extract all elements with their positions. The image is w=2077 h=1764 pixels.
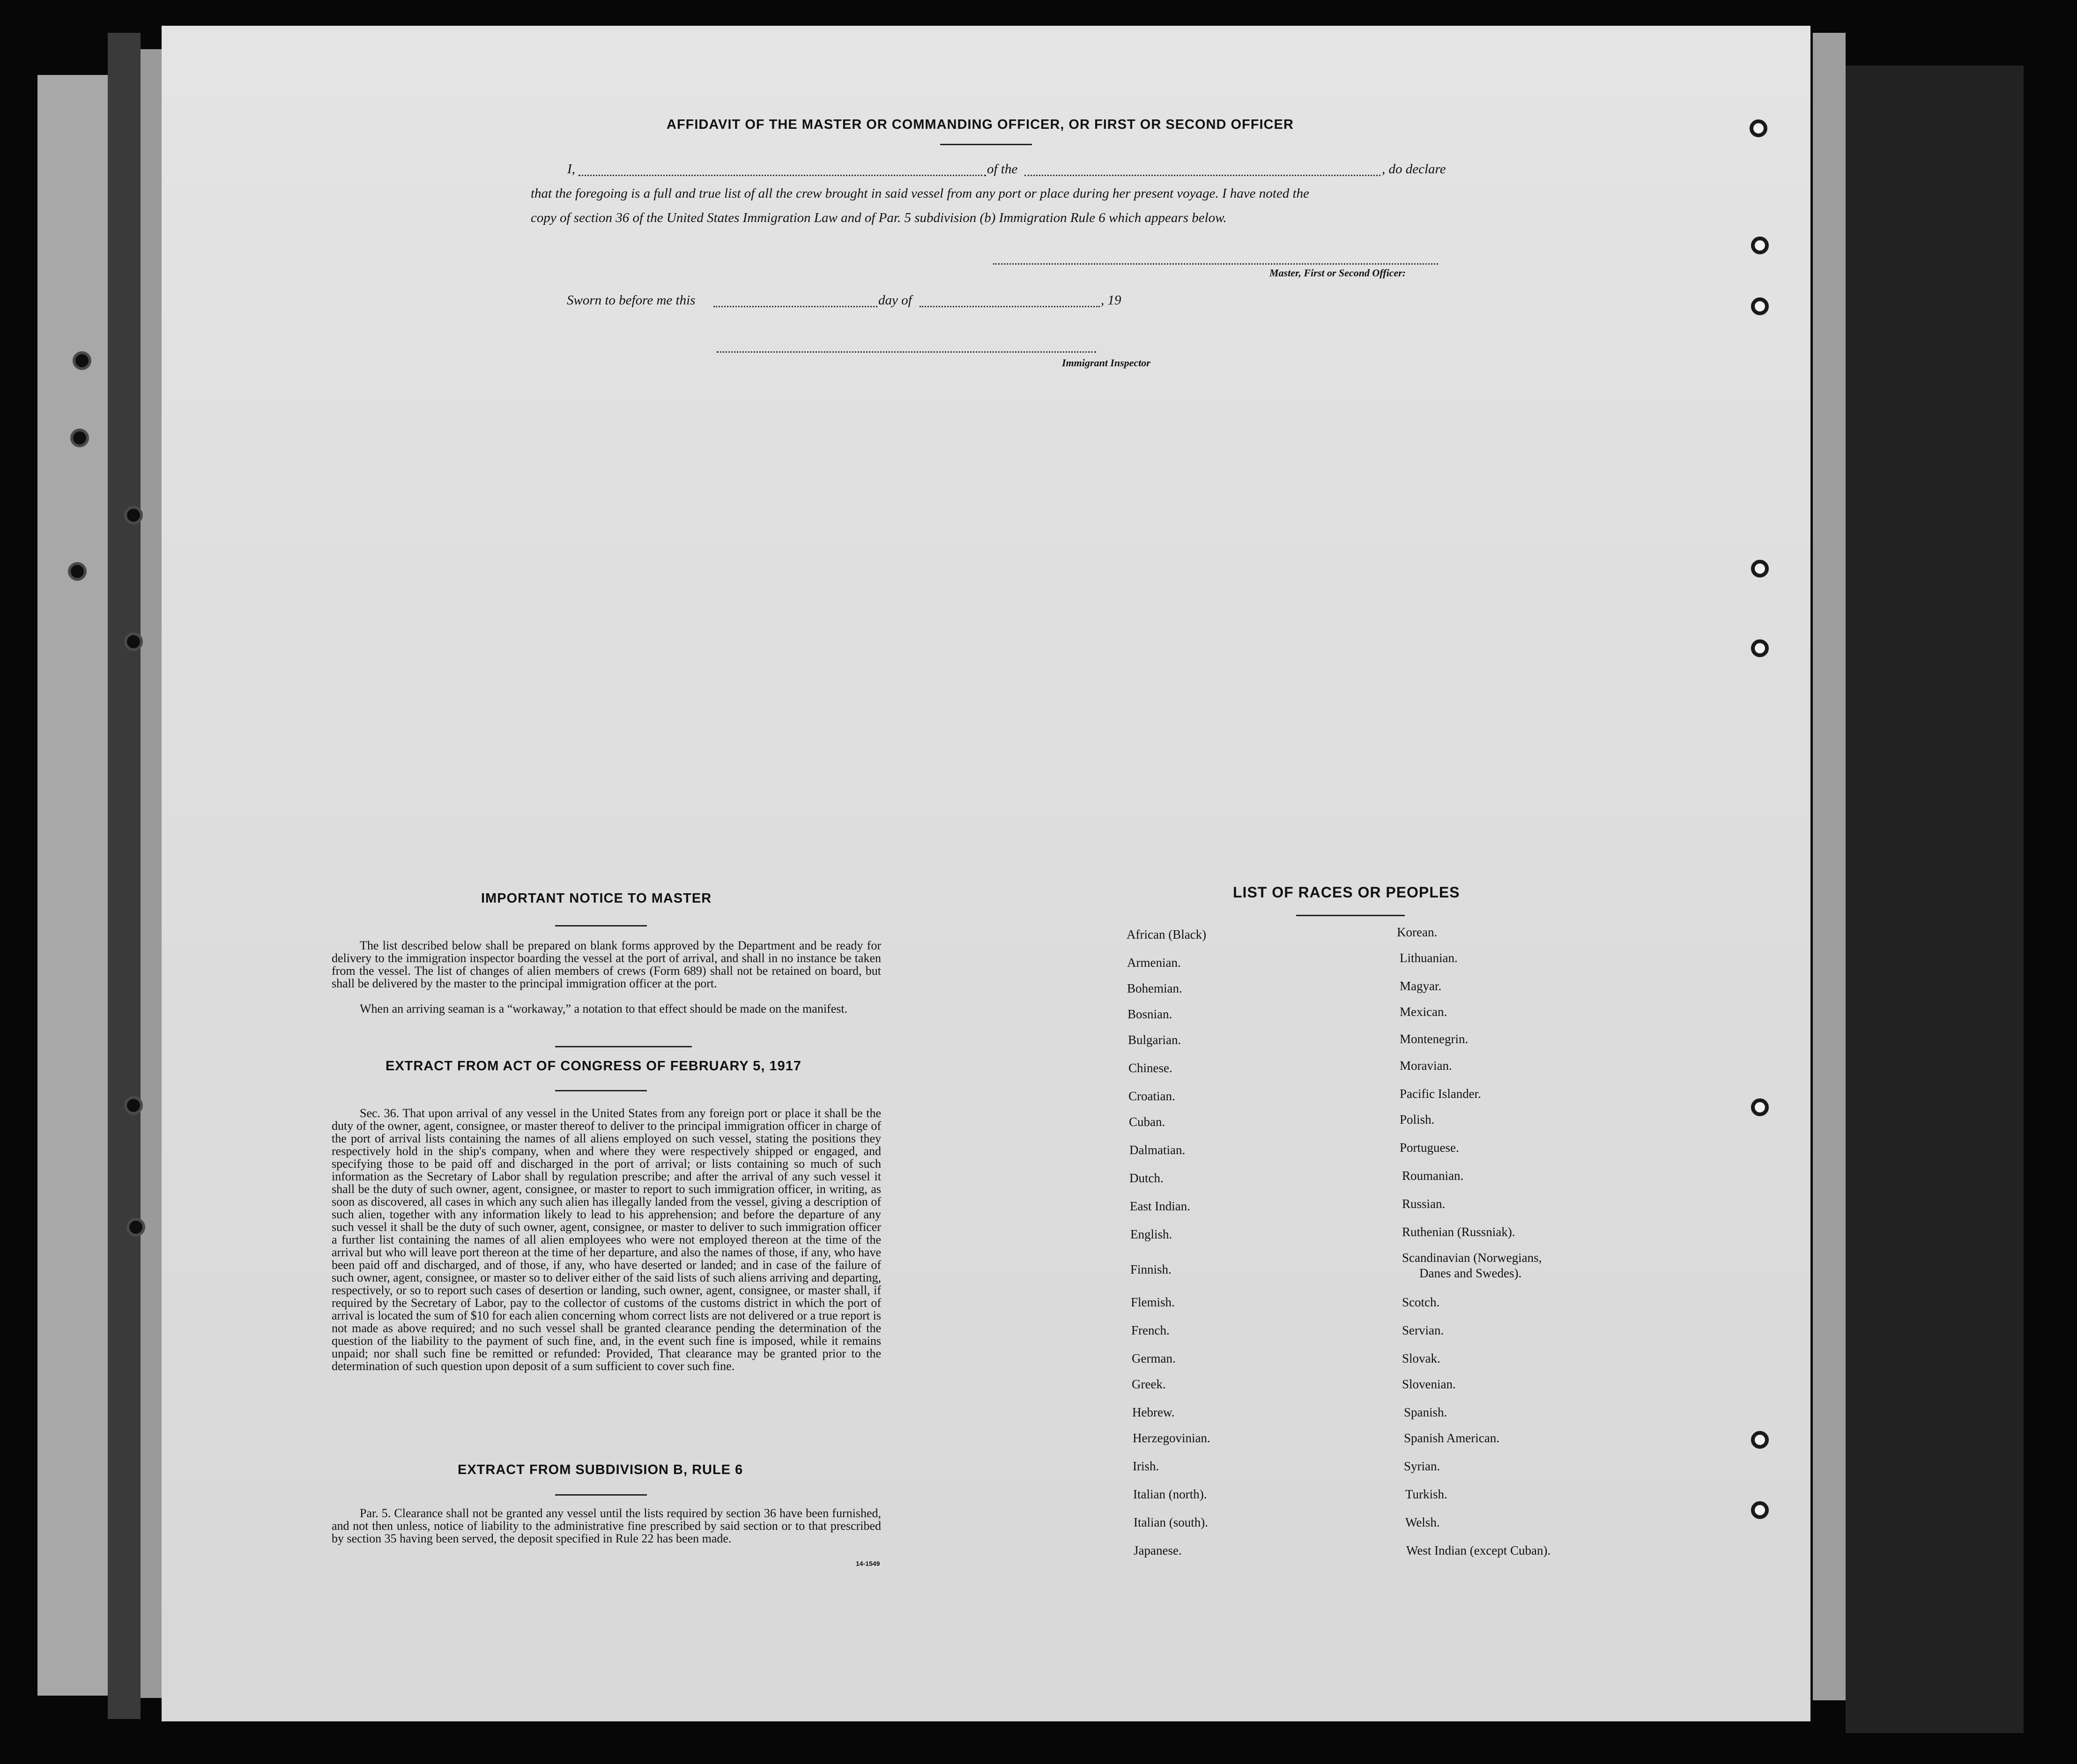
affidavit-line-2: that the foregoing is a full and true list of all the crew brought in said vessel from any port or place during her present voyage. I have noted the: [531, 186, 1309, 201]
sworn-label: Sworn to before me this: [567, 293, 696, 308]
race-entry: West Indian (except Cuban).: [1406, 1543, 1551, 1557]
declarant-label: I,: [567, 162, 575, 177]
punch-hole: [1751, 297, 1769, 315]
race-entry: English.: [1130, 1227, 1172, 1241]
notice-paragraph-2: When an arriving seaman is a “workaway,” a notation to that effect should be made on the manifest.: [360, 1002, 848, 1015]
race-entry: Greek.: [1132, 1377, 1166, 1391]
race-entry: Montenegrin.: [1400, 1032, 1469, 1046]
race-entry: Danes and Swedes).: [1419, 1266, 1522, 1280]
race-entry: Armenian.: [1127, 956, 1181, 970]
punch-hole: [1751, 1501, 1769, 1519]
crew-list-form-page: [162, 26, 1810, 1721]
race-entry: African (Black): [1127, 927, 1207, 941]
race-entry: Korean.: [1397, 925, 1438, 939]
race-entry: Spanish.: [1404, 1405, 1447, 1419]
race-entry: Dutch.: [1129, 1171, 1164, 1185]
race-entry: Cuban.: [1129, 1115, 1165, 1129]
master-signature-label: Master, First or Second Officer:: [1269, 267, 1406, 279]
race-entry: Italian (south).: [1134, 1515, 1208, 1529]
race-entry: Croatian.: [1128, 1089, 1175, 1103]
race-entry: Welsh.: [1405, 1515, 1440, 1529]
punch-hole: [1751, 639, 1769, 657]
race-entry: Irish.: [1133, 1459, 1159, 1473]
punch-hole: [1751, 560, 1769, 578]
punch-hole: [73, 351, 91, 370]
race-entry: Lithuanian.: [1400, 951, 1458, 965]
race-entry: German.: [1132, 1351, 1176, 1365]
race-entry: Japanese.: [1134, 1543, 1182, 1557]
punch-hole: [1751, 1431, 1769, 1449]
punch-hole: [68, 562, 87, 581]
sworn-day-field[interactable]: [713, 306, 877, 307]
race-entry: Russian.: [1402, 1197, 1446, 1211]
race-entry: Hebrew.: [1132, 1405, 1175, 1419]
rule-extract-rule: [555, 1494, 647, 1496]
race-entry: Bulgarian.: [1128, 1033, 1181, 1047]
race-entry: Spanish American.: [1404, 1431, 1499, 1445]
left-binding-edge: [108, 33, 141, 1719]
race-entry: Servian.: [1402, 1323, 1444, 1337]
race-entry: Italian (north).: [1133, 1487, 1207, 1501]
race-entry: Herzegovinian.: [1133, 1431, 1210, 1445]
race-entry: Ruthenian (Russniak).: [1402, 1225, 1515, 1239]
vessel-name-field[interactable]: [1024, 175, 1380, 176]
notice-title: IMPORTANT NOTICE TO MASTER: [481, 891, 712, 906]
punch-hole: [1751, 237, 1769, 254]
notice-rule: [555, 925, 647, 926]
master-signature-field[interactable]: [993, 263, 1438, 265]
year-label: , 19: [1101, 293, 1121, 308]
underlying-page-right: [1813, 33, 1846, 1700]
punch-hole: [124, 506, 143, 525]
inspector-signature-field[interactable]: [717, 351, 1096, 353]
race-entry: Moravian.: [1400, 1059, 1452, 1073]
underlying-page-left: [37, 75, 108, 1696]
race-entry: Finnish.: [1130, 1262, 1172, 1276]
rule-6-text: Par. 5. Clearance shall not be granted any vessel until the lists required by section 36 have been furnished, and not then unless, notice of liability to the administrative fine prescribed by said section or to that prescribed by section 35 having been served, the deposit specified in Rule 22 has been made.: [332, 1506, 881, 1545]
declare-label: , do declare: [1382, 162, 1446, 177]
punch-hole: [1751, 1098, 1769, 1116]
notice-end-rule: [555, 1046, 692, 1047]
punch-hole: [124, 1096, 143, 1115]
race-entry: Syrian.: [1404, 1459, 1440, 1473]
vessel-label: of the: [987, 162, 1018, 177]
races-title: LIST OF RACES OR PEOPLES: [1233, 884, 1460, 901]
races-rule: [1296, 915, 1405, 916]
race-entry: Roumanian.: [1402, 1169, 1464, 1183]
race-entry: Slovenian.: [1402, 1377, 1456, 1391]
race-entry: Turkish.: [1405, 1487, 1447, 1501]
rule-extract-title: EXTRACT FROM SUBDIVISION B, RULE 6: [458, 1462, 743, 1477]
race-entry: Polish.: [1400, 1112, 1435, 1127]
sworn-month-field[interactable]: [920, 306, 1100, 307]
act-extract-title: EXTRACT FROM ACT OF CONGRESS OF FEBRUARY 5, 1917: [386, 1059, 802, 1074]
race-entry: Portuguese.: [1400, 1141, 1459, 1155]
race-entry: Flemish.: [1131, 1295, 1175, 1309]
punch-hole: [1750, 119, 1767, 137]
form-number: 14-1549: [856, 1560, 880, 1567]
race-entry: Mexican.: [1400, 1005, 1447, 1019]
declarant-name-field[interactable]: [579, 175, 986, 176]
affidavit-line-3: copy of section 36 of the United States Immigration Law and of Par. 5 subdivision (b) Immigration Rule 6 which appears below.: [531, 210, 1227, 225]
race-entry: Scandinavian (Norwegians,: [1402, 1251, 1542, 1265]
affidavit-title: AFFIDAVIT OF THE MASTER OR COMMANDING OFFICER, OR FIRST OR SECOND OFFICER: [667, 117, 1294, 132]
act-extract-rule: [555, 1090, 647, 1091]
race-entry: Slovak.: [1402, 1351, 1440, 1365]
punch-hole: [126, 1218, 145, 1237]
race-entry: Bohemian.: [1127, 981, 1182, 995]
race-entry: Bosnian.: [1128, 1007, 1172, 1021]
punch-hole: [70, 429, 89, 447]
punch-hole: [124, 632, 143, 651]
inspector-label: Immigrant Inspector: [1062, 357, 1150, 369]
section-36-text: Sec. 36. That upon arrival of any vessel in the United States from any foreign port or place it shall be the duty of the owner, agent, consignee, or master thereof to deliver to the principal immigration officer in charge of the port of arrival lists containing the names of all aliens employed on such vessel, stating the positions they respectively hold in the ship's company, when and where they were respectively shipped or engaged, and specifying those to be paid off and discharged in the port of arrival; or lists containing so much of such information as the Secretary of Labor shall by regulation prescribe; and after the arrival of any such vessel it shall be the duty of such owner, agent, consignee, or master to report to such immigration officer, in writing, as soon as discovered, all cases in which any such alien has illegally landed from the vessel, giving a description of such alien, together with any information likely to lead to his apprehension; and before the departure of any such vessel it shall be the duty of such owner, agent, consignee, or master to deliver to such immigration officer a further list containing the names of all alien employees who were not employed thereon at the time of the arrival but who will leave port thereon at the time of her departure, and also the names of those, if any, who have been paid off and discharged, and of those, if any, who have deserted or landed; and in case of the failure of such owner, agent, consignee, or master so to deliver either of the said lists of such aliens arriving and departing, respectively, or so to report such cases of desertion or landing, such owner, agent, consignee, or master shall, if required by the Secretary of Labor, pay to the collector of customs of the customs district in which the port of arrival is located the sum of $10 for each alien concerning whom correct lists are not delivered or a true report is not made as above required; and no such vessel shall be granted clearance pending the determination of the question of the liability to the payment of such fine, and, in the event such fine is imposed, while it remains unpaid; nor shall such fine be remitted or refunded: Provided, That clearance may be granted prior to the determination of such question upon deposit of a sum sufficient to cover such fine.: [332, 1106, 881, 1373]
title-rule: [940, 144, 1032, 145]
race-entry: Chinese.: [1128, 1061, 1172, 1075]
race-entry: Dalmatian.: [1129, 1143, 1186, 1157]
notice-paragraph-1: The list described below shall be prepared on blank forms approved by the Department and be ready for delivery to the immigration inspector boarding the vessel at the port of arrival, and shall in no instance be taken from the vessel. The list of changes of alien members of crews (Form 689) shall not be retained on board, but shall be delivered by the master to the principal immigration officer at the port.: [332, 939, 881, 990]
race-entry: Scotch.: [1402, 1295, 1440, 1309]
right-edge-dark: [1846, 66, 2024, 1733]
race-entry: Pacific Islander.: [1400, 1087, 1481, 1101]
race-entry: Magyar.: [1400, 979, 1442, 993]
day-of-label: day of: [878, 293, 912, 308]
race-entry: East Indian.: [1130, 1199, 1190, 1213]
race-entry: French.: [1131, 1323, 1170, 1337]
